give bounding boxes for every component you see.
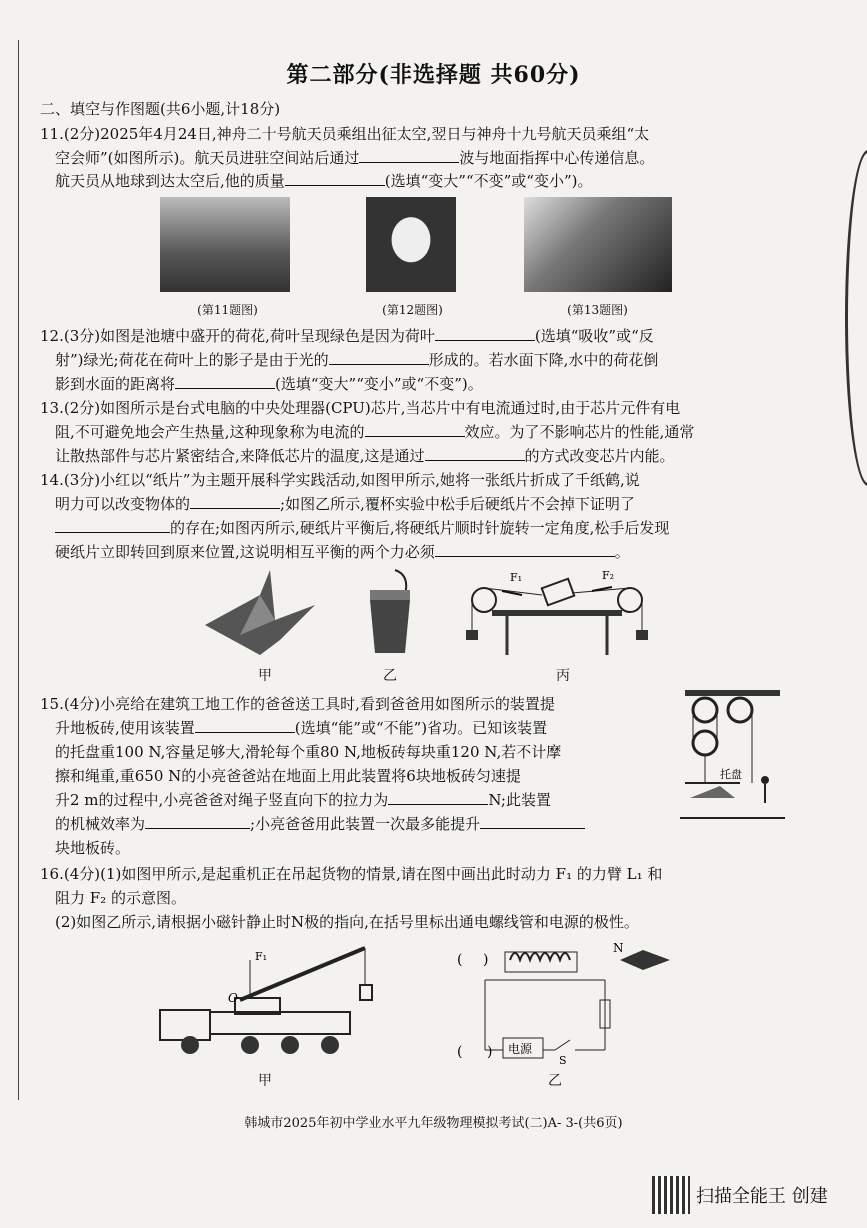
q13-blank1[interactable]	[365, 422, 465, 437]
section-heading: 二、填空与作图题(共6小题,计18分)	[40, 100, 281, 118]
q12-blank2[interactable]	[329, 350, 429, 365]
cpu-photo	[524, 197, 672, 292]
q12-blank3[interactable]	[175, 374, 275, 389]
q15-blank2[interactable]	[388, 790, 488, 805]
svg-text:(: (	[457, 1044, 463, 1060]
q13-line2: 阻,不可避免地会产生热量,这种现象称为电流的 效应。为了不影响芯片的性能,通常	[55, 423, 695, 441]
label-bing: 丙	[556, 668, 570, 684]
crane-f1-label: F₁	[255, 950, 268, 963]
q11-line1: 11.(2分)2025年4月24日,神舟二十号航天员乘组出征太空,翌日与神舟十九号航天员乘组“太	[40, 125, 650, 143]
label-jia-16: 甲	[258, 1073, 272, 1089]
caption-12: (第12题图)	[382, 303, 443, 317]
q15-line3: 的托盘重100 N,容量足够大,滑轮每个重80 N,地板砖每块重120 N,若不计摩	[55, 743, 562, 761]
q14-line3: 的存在;如图丙所示,硬纸片平衡后,将硬纸片顺时针旋转一定角度,松手后发现	[55, 517, 669, 539]
svg-text:): )	[483, 952, 489, 968]
n-pole-label: N	[613, 941, 624, 955]
q15-blank4[interactable]	[480, 814, 585, 829]
solenoid-circuit-figure	[455, 940, 685, 1065]
q15-blank1[interactable]	[195, 718, 295, 733]
svg-text:): )	[487, 1044, 493, 1060]
power-label: 电源	[508, 1042, 533, 1056]
label-jia: 甲	[258, 668, 272, 684]
q14-blank2[interactable]	[55, 518, 170, 533]
q14-line4: 硬纸片立即转回到原来位置,这说明相互平衡的两个力必须 。	[55, 543, 630, 561]
qr-code-icon	[652, 1176, 690, 1214]
q11-line3: 航天员从地球到达太空后,他的质量 (选填“变大”“不变”或“变小”)。	[55, 172, 593, 190]
f1-label: F₁	[510, 571, 523, 584]
pivot-o-label: O	[228, 991, 238, 1005]
binding-curve	[845, 150, 867, 486]
lotus-photo	[366, 197, 456, 292]
cup-experiment-figure	[355, 565, 425, 660]
q12-line1: 12.(3分)如图是池塘中盛开的荷花,荷叶呈现绿色是因为荷叶 (选填“吸收”或“反	[40, 327, 654, 345]
page-title: 第二部分(非选择题 共60分)	[286, 62, 581, 88]
tray-label: 托盘	[720, 768, 742, 781]
q12-blank1[interactable]	[435, 326, 535, 341]
q15-line4: 擦和绳重,重650 N的小亮爸爸站在地面上用此装置将6块地板砖匀速提	[55, 767, 521, 785]
q15-blank3[interactable]	[145, 814, 250, 829]
q15-line7: 块地板砖。	[55, 839, 131, 857]
q11-blank2[interactable]	[285, 171, 385, 186]
q13-line1: 13.(2分)如图所示是台式电脑的中央处理器(CPU)芯片,当芯片中有电流通过时,由于芯片元件有电	[40, 399, 681, 417]
caption-13: (第13题图)	[567, 303, 628, 317]
label-yi: 乙	[383, 668, 397, 684]
q11-line2: 空会师”(如图所示)。航天员进驻空间站后通过 波与地面指挥中心传递信息。	[55, 149, 655, 167]
switch-label: S	[559, 1054, 567, 1065]
q15-line5: 升2 m的过程中,小亮爸爸对绳子竖直向下的拉力为 N;此装置	[55, 791, 551, 809]
q13-line3: 让散热部件与芯片紧密结合,来降低芯片的温度,这是通过 的方式改变芯片内能。	[55, 447, 675, 465]
q16-line1: 16.(4分)(1)如图甲所示,是起重机正在吊起货物的情景,请在图中画出此时动力 F₁ 的力臂 L₁ 和	[40, 865, 663, 883]
caption-11: (第11题图)	[197, 303, 258, 317]
scanner-watermark	[652, 1176, 828, 1214]
q14-line1: 14.(3分)小红以“纸片”为主题开展科学实践活动,如图甲所示,她将一张纸片折成了千纸鹤,说	[40, 471, 640, 489]
page-footer: 韩城市2025年初中学业水平九年级物理模拟考试(二)A- 3-(共6页)	[244, 1116, 623, 1131]
svg-text:(: (	[457, 952, 463, 968]
astronauts-photo	[160, 197, 290, 292]
f2-label: F₂	[602, 569, 615, 582]
pulley-system-figure	[680, 688, 790, 823]
q14-blank1[interactable]	[190, 494, 280, 509]
crane-figure	[150, 940, 390, 1065]
q14-line2: 明力可以改变物体的 ;如图乙所示,覆杯实验中松手后硬纸片不会掉下证明了	[55, 495, 635, 513]
q13-blank2[interactable]	[425, 446, 525, 461]
label-yi-16: 乙	[548, 1073, 562, 1089]
q15-line1: 15.(4分)小亮给在建筑工地工作的爸爸送工具时,看到爸爸用如图所示的装置提	[40, 695, 555, 713]
q15-line6: 的机械效率为 ;小亮爸爸用此装置一次最多能提升	[55, 813, 585, 835]
margin-line	[18, 40, 19, 1100]
q16-line2: 阻力 F₂ 的示意图。	[55, 889, 186, 907]
q15-line2: 升地板砖,使用该装置 (选填“能”或“不能”)省功。已知该装置	[55, 719, 548, 737]
q12-line2: 射”)绿光;荷花在荷叶上的影子是由于光的 形成的。若水面下降,水中的荷花倒	[55, 351, 659, 369]
q16-line3: (2)如图乙所示,请根据小磁针静止时N极的指向,在括号里标出通电螺线管和电源的极性。	[55, 913, 639, 931]
q11-blank1[interactable]	[359, 148, 459, 163]
balance-card-figure	[462, 565, 662, 660]
watermark-text: 扫描全能王 创建	[696, 1186, 828, 1207]
q14-blank3[interactable]	[435, 542, 615, 557]
paper-crane-figure	[200, 565, 320, 660]
q12-line3: 影到水面的距离将 (选填“变大”“变小”或“不变”)。	[55, 375, 483, 393]
